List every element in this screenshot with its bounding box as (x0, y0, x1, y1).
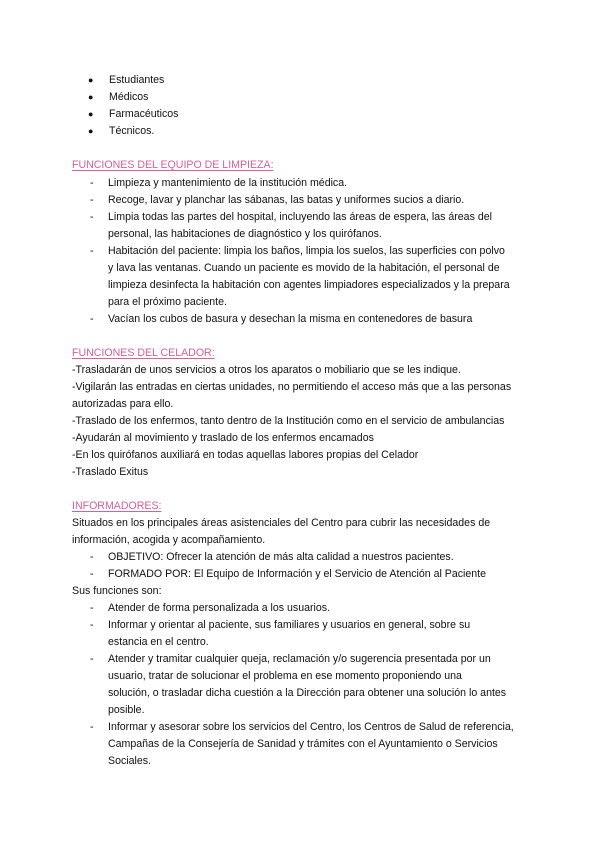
list-item: Estudiantes (109, 74, 165, 86)
list-item-continuation: para el próximo paciente. (108, 296, 227, 308)
dash-marker: - (90, 313, 94, 325)
dash-marker: - (90, 602, 94, 614)
list-item-continuation: y lava las ventanas. Cuando un paciente es movido de la habitación, el personal de (108, 262, 500, 274)
dash-marker: - (90, 619, 94, 631)
list-item-continuation: Sociales. (108, 755, 151, 767)
list-item: Atender de forma personalizada a los usuarios. (108, 602, 331, 614)
section-heading-celador: FUNCIONES DEL CELADOR: (72, 347, 215, 359)
section-heading-informadores: INFORMADORES: (72, 500, 162, 512)
dash-marker: - (90, 245, 94, 257)
list-item-continuation: Campañas de la Consejería de Sanidad y trámites con el Ayuntamiento o Servicios (108, 738, 498, 750)
paragraph-line: -Traslado Exitus (72, 466, 149, 478)
bullet-dot: ● (88, 126, 94, 136)
list-item: Informar y asesorar sobre los servicios del Centro, los Centros de Salud de referencia, (108, 721, 514, 733)
list-item: Vacían los cubos de basura y desechan la misma en contenedores de basura (108, 313, 473, 325)
bullet-dot: ● (88, 92, 94, 102)
funciones-label: Sus funciones son: (72, 585, 162, 597)
paragraph-line: -Ayudarán al movimiento y traslado de los enfermos encamados (72, 432, 374, 444)
bullet-dot: ● (88, 75, 94, 85)
objetivo-line: OBJETIVO: Ofrecer la atención de más alta calidad a nuestros pacientes. (108, 551, 454, 563)
paragraph-line: autorizadas para ello. (72, 398, 174, 410)
paragraph-line: -Vigilarán las entradas en ciertas unidades, no permitiendo el acceso más que a las personas (72, 381, 512, 393)
dash-marker: - (90, 568, 94, 580)
paragraph-line: -En los quirófanos auxiliará en todas aquellas labores propias del Celador (72, 449, 419, 461)
list-item: Técnicos. (109, 125, 155, 137)
dash-marker: - (90, 194, 94, 206)
paragraph-line: -Traslado de los enfermos, tanto dentro de la Institución como en el servicio de ambulancias (72, 415, 505, 427)
list-item: Farmacéuticos (109, 108, 179, 120)
dash-marker: - (90, 177, 94, 189)
list-item: Limpia todas las partes del hospital, incluyendo las áreas de espera, las áreas del (108, 211, 492, 223)
section-heading-limpieza: FUNCIONES DEL EQUIPO DE LIMPIEZA: (72, 159, 274, 171)
list-item-continuation: estancia en el centro. (108, 636, 209, 648)
bullet-dot: ● (88, 109, 94, 119)
list-item-continuation: usuario, tratar de solucionar el problema en ese momento proponiendo una (108, 670, 462, 682)
paragraph-line: información, acogida y acompañamiento. (72, 534, 266, 546)
paragraph-line: -Trasladarán de unos servicios a otros los aparatos o mobiliario que se les indique. (72, 364, 461, 376)
list-item-continuation: solución, o trasladar dicha cuestión a la Dirección para obtener una solución lo antes (108, 687, 507, 699)
list-item-continuation: personal, las habitaciones de diagnóstico y los quirófanos. (108, 228, 382, 240)
list-item: Informar y orientar al paciente, sus familiares y usuarios en general, sobre su (108, 619, 471, 631)
list-item: Limpieza y mantenimiento de la institución médica. (108, 177, 348, 189)
dash-marker: - (90, 653, 94, 665)
paragraph-line: Situados en los principales áreas asistenciales del Centro para cubrir las necesidades de (72, 517, 491, 529)
formado-line: FORMADO POR: El Equipo de Información y el Servicio de Atención al Paciente (108, 568, 487, 580)
list-item: Médicos (109, 91, 149, 103)
list-item: Habitación del paciente: limpia los baños, limpia los suelos, las superficies con polvo (108, 245, 505, 257)
list-item-continuation: posible. (108, 704, 145, 716)
list-item: Atender y tramitar cualquier queja, reclamación y/o sugerencia presentada por un (108, 653, 491, 665)
dash-marker: - (90, 721, 94, 733)
list-item-continuation: limpieza desinfecta la habitación con agentes limpiadores especializados y la prepara (108, 279, 510, 291)
list-item: Recoge, lavar y planchar las sábanas, las batas y uniformes sucios a diario. (108, 194, 465, 206)
dash-marker: - (90, 211, 94, 223)
dash-marker: - (90, 551, 94, 563)
